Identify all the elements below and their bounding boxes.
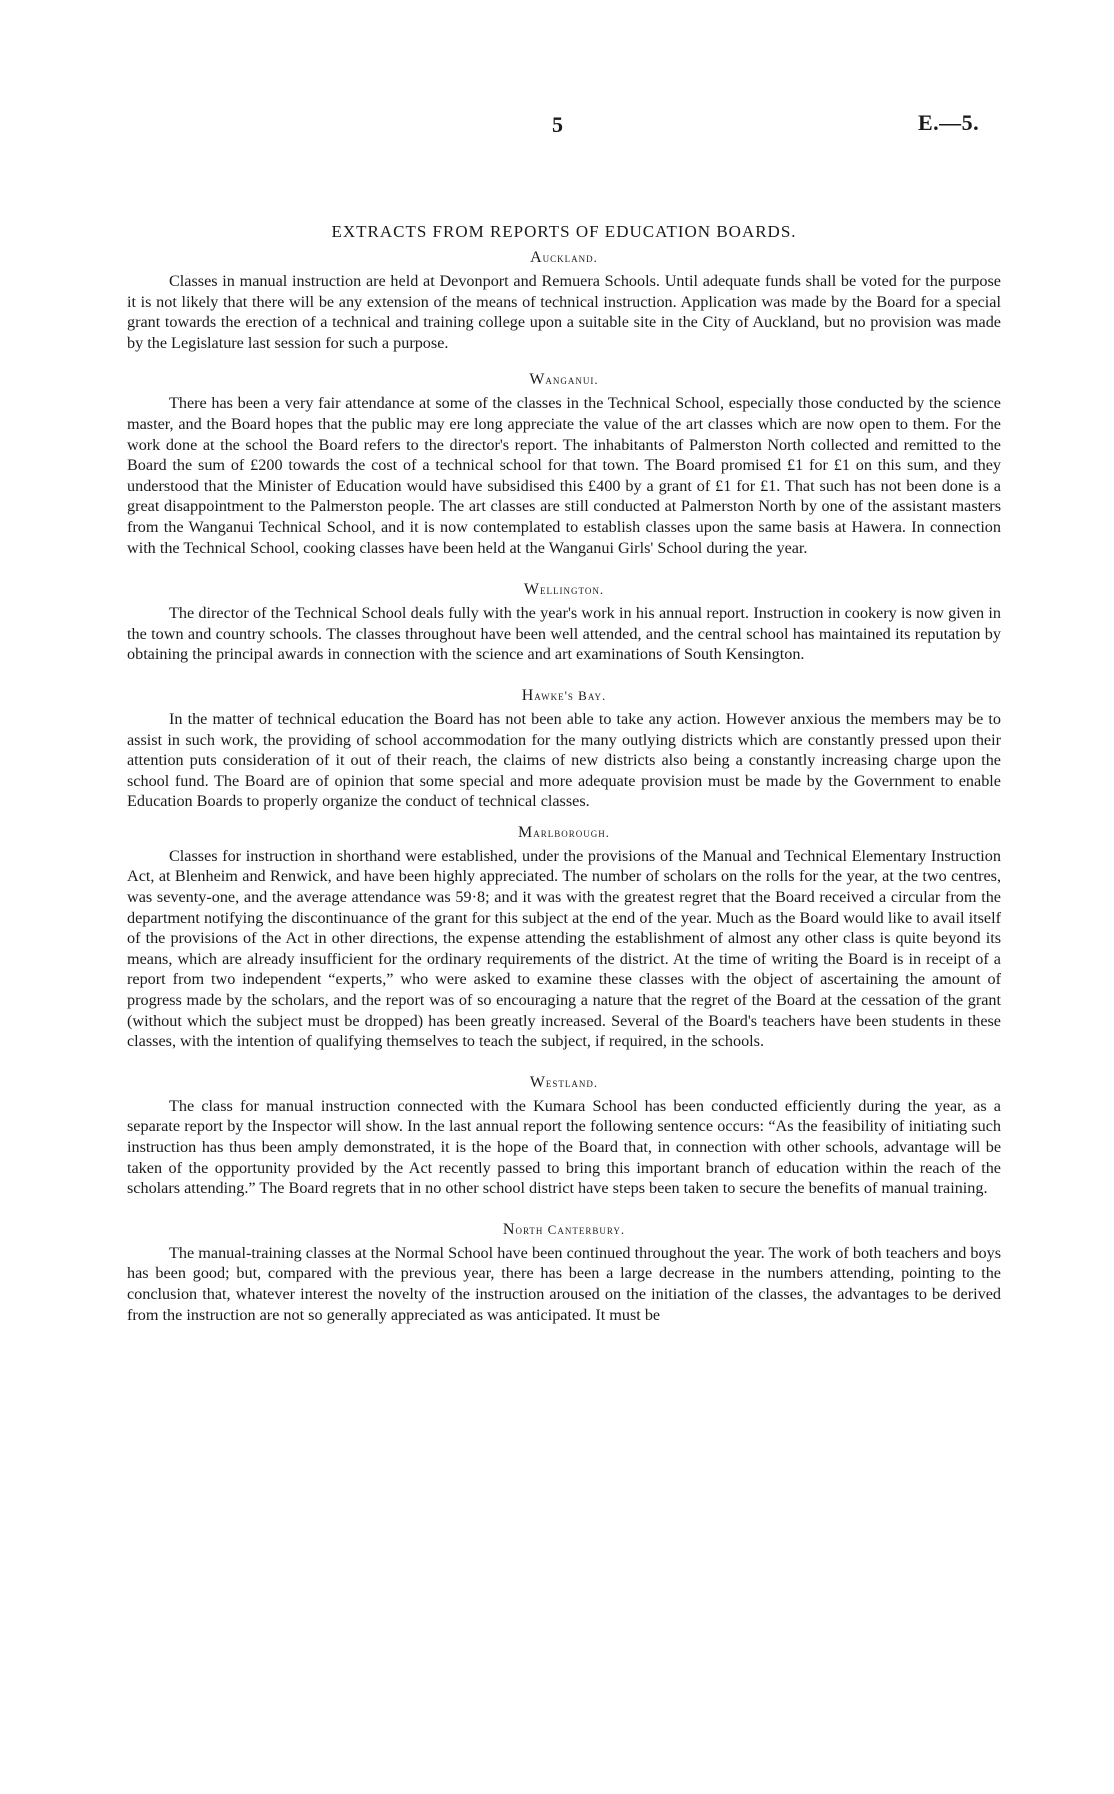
section-hawkes-bay <box>127 687 1001 812</box>
section-marlborough <box>127 824 1001 1052</box>
section-auckland <box>127 249 1001 353</box>
section-north-canterbury <box>127 1221 1001 1325</box>
section-heading-marlborough: Marlborough. <box>518 823 610 841</box>
document-reference: E.—5. <box>918 110 980 135</box>
section-body-wellington: The director of the Technical School deals fully with the year's work in his annual report. Instruction in cookery is now given in the town and country schools. The classes throughout have been well attended, and the central school has maintained its reputation by obtaining the principal awards in connection with the science and art examinations of South Kensington. <box>127 604 1001 664</box>
page-number: 5 <box>552 112 563 137</box>
section-heading-hawkes-bay: Hawke's Bay. <box>521 686 607 704</box>
page-title: EXTRACTS FROM REPORTS OF EDUCATION BOARDS. <box>331 222 797 241</box>
section-westland <box>127 1074 1001 1199</box>
section-body-marlborough: Classes for instruction in shorthand were established, under the provisions of the Manual and Technical Elementary Instruction Act, at Blenheim and Renwick, and have been highly appreciated. The number of scholars on the rolls for the year, at the two centres, was seventy-one, and the average attendance was 59·8; and it was with the greatest regret that the Board received a circular from the department notifying the discontinuance of the grant for this subject at the end of the year. Much as the Board would like to avail itself of the provisions of the Act in other directions, the expense attending the establishment of almost any other class is quite beyond its means, which are already insufficient for the ordinary requirements of the district. At the time of writing the Board is in receipt of a report from two independent “experts,” who were asked to examine these classes with the object of ascertaining the amount of progress made by the scholars, and the report was of so encouraging a nature that the regret of the Board at the cessation of the grant (without which the subject must be dropped) has been greatly increased. Several of the Board's teachers have been students in these classes, with the intention of qualifying themselves to teach the subject, if required, in the schools. <box>127 846 1001 1051</box>
section-body-wanganui: There has been a very fair attendance at some of the classes in the Technical School, especially those conducted by the science master, and the Board hopes that the public may ere long appreciate the value of the art classes which are now open to them. For the work done at the school the Board refers to the director's report. The inhabitants of Palmerston North collected and remitted to the Board the sum of £200 towards the cost of a technical school for that town. The Board promised £1 for £1 on this sum, and they understood that the Minister of Education would have subsidised this £400 by a grant of £1 for £1. That such has not been done is a great disappointment to the Palmerston people. The art classes are still conducted at Palmerston North by one of the assistant masters from the Wanganui Technical School, and it is now contemplated to establish classes upon the same basis at Hawera. In connection with the Technical School, cooking classes have been held at the Wanganui Girls' School during the year. <box>127 394 1001 557</box>
section-heading-westland: Westland. <box>529 1073 599 1091</box>
section-body-auckland: Classes in manual instruction are held at Devonport and Remuera Schools. Until adequate funds shall be voted for the purpose it is not likely that there will be any extension of the means of technical instruction. Application was made by the Board for a special grant towards the erection of a technical and training college upon a suitable site in the City of Auckland, but no provision was made by the Legislature last session for such a purpose. <box>127 272 1001 352</box>
section-heading-wellington: Wellington. <box>523 581 605 599</box>
section-wanganui <box>127 371 1001 558</box>
section-heading-auckland: Auckland. <box>530 249 598 266</box>
section-body-westland: The class for manual instruction connected with the Kumara School has been conducted efficiently during the year, as a separate report by the Inspector will show. In the last annual report the following sentence occurs: “As the feasibility of initiating such instruction has thus been amply demonstrated, it is the hope of the Board that, in connection with other schools, advantage will be taken of the opportunity provided by the Act recently passed to bring this important branch of education within the reach of the scholars attending.” The Board regrets that in no other school district have steps been taken to secure the benefits of manual training. <box>127 1096 1001 1198</box>
section-body-hawkes-bay: In the matter of technical education the Board has not been able to take any action. However anxious the members may be to assist in such work, the providing of school accommodation for the many outlying districts which are constantly pressed upon their attention puts consideration of it out of their reach, the claims of new districts also being a constantly increasing charge upon the school fund. The Board are of opinion that some special and more adequate provision must be made by the Government to enable Education Boards to properly organize the conduct of technical classes. <box>127 709 1001 811</box>
section-heading-north-canterbury: North Canterbury. <box>502 1220 626 1238</box>
page-content <box>127 222 1001 1325</box>
section-heading-wanganui: Wanganui. <box>529 371 599 389</box>
section-body-north-canterbury: The manual-training classes at the Normal School have been continued throughout the year. The work of both teachers and boys has been good; but, compared with the previous year, there has been a large decrease in the numbers attending, pointing to the conclusion that, whatever interest the novelty of the instruction aroused on the initiation of the classes, the advantages to be derived from the instruction are not so generally appreciated as was anticipated. It must be <box>127 1243 1001 1324</box>
section-wellington <box>127 581 1001 665</box>
